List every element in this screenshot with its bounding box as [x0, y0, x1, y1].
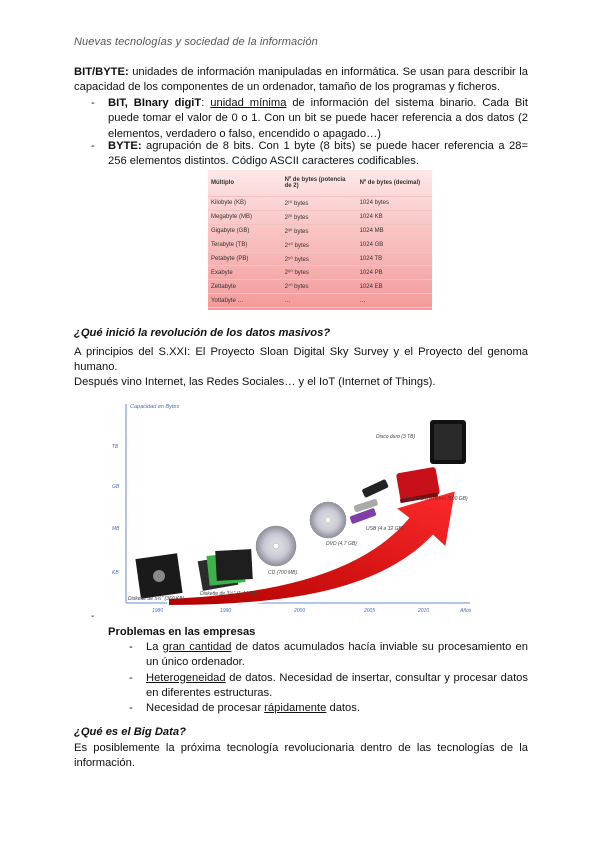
problems-heading: Problemas en las empresas — [108, 626, 256, 638]
intro-term: BIT/BYTE: — [74, 66, 129, 78]
bit-underlined: unidad mínima — [210, 97, 287, 109]
x-tick-1990: 1990 — [220, 608, 232, 614]
section2-paragraph-1: Es posiblemente la próxima tecnología revolucionaria dentro de las tecnologías de la información. — [74, 742, 528, 770]
storage-capacity-illustration — [108, 398, 480, 620]
units-table-cell: Megabyte (MB) — [208, 210, 282, 224]
problem-keyword: gran cantidad — [162, 641, 232, 653]
problem-keyword: rápidamente — [264, 702, 327, 715]
x-tick-2000: 2000 — [294, 608, 306, 614]
units-table-image — [208, 170, 432, 310]
units-table-header-cell: Nº de bytes (decimal) — [357, 170, 432, 197]
units-table-cell: 1024 GB — [357, 238, 432, 252]
units-table-header-row — [208, 170, 432, 197]
section1-paragraph-1: A principios del S.XXI: El Proyecto Sloan Digital Sky Survey y el Proyecto del genoma humano. — [74, 346, 528, 374]
units-table-cell: 1024 KB — [357, 210, 432, 224]
units-table-cell: 2⁴⁰ bytes — [282, 238, 357, 252]
label-desktop-hdd: Disco duro (3 TB) — [376, 434, 416, 440]
units-table-cell: … — [357, 294, 432, 308]
units-table-cell: Gigabyte (GB) — [208, 224, 282, 238]
units-table-cell: 2³⁰ bytes — [282, 224, 357, 238]
x-tick-2005: 2005 — [364, 608, 376, 614]
y-tick-tb: TB — [112, 444, 119, 450]
x-axis-title: Años — [460, 608, 472, 614]
units-table-header-cell: Nº de bytes (potencia de 2) — [282, 170, 357, 197]
cd-icon — [256, 526, 296, 566]
intro-text: unidades de información manipuladas en informática. Se usan para describir la capacidad de los componentes de un ordenador, tamaño de los programas y ficheros. — [74, 66, 528, 94]
units-table-cell: Terabyte (TB) — [208, 238, 282, 252]
units-table-cell: 2²⁰ bytes — [282, 210, 357, 224]
units-table — [208, 170, 432, 308]
label-dvd: DVD (4,7 GB) — [326, 541, 357, 547]
floppy-3-icon — [198, 549, 253, 591]
problem-keyword: Heterogeneidad — [146, 671, 226, 684]
illustration-svg — [108, 398, 480, 620]
units-table-row — [208, 238, 432, 252]
units-table-cell: Kilobyte (KB) — [208, 197, 282, 211]
x-tick-1980: 1980 — [152, 608, 164, 614]
page-header: Nuevas tecnologías y sociedad de la información — [74, 36, 318, 48]
section-heading-revolution: ¿Qué inició la revolución de los datos masivos? — [74, 327, 331, 339]
units-table-cell: Exabyte — [208, 266, 282, 280]
units-table-cell: 1024 TB — [357, 252, 432, 266]
units-table-cell: 2⁵⁰ bytes — [282, 252, 357, 266]
floppy-5-icon — [135, 553, 182, 598]
x-tick-2010: 2010 — [418, 608, 430, 614]
units-table-row — [208, 252, 432, 266]
units-table-cell: 2⁷⁰ bytes — [282, 280, 357, 294]
label-cd: CD (700 MB) — [268, 570, 298, 576]
units-table-header-cell: Múltiplo — [208, 170, 282, 197]
byte-term: BYTE: — [108, 140, 142, 152]
dvd-icon — [310, 502, 346, 538]
label-external-hdd: Disco duro externo (500 GB) — [404, 496, 468, 502]
units-table-row — [208, 294, 432, 308]
y-tick-mb: MB — [112, 526, 120, 532]
units-table-cell: Petabyte (PB) — [208, 252, 282, 266]
problem-item: - Heterogeneidad de datos. Necesidad de insertar, consultar y procesar datos en diferentes estructuras. — [129, 671, 528, 699]
units-table-cell: 2⁶⁰ bytes — [282, 266, 357, 280]
units-table-row — [208, 280, 432, 294]
y-axis-title: Capacidad en Bytes — [130, 404, 180, 410]
label-floppy-3: Diskette de 3½" (1,44 MB) — [200, 591, 259, 597]
units-table-row — [208, 266, 432, 280]
units-table-cell: 1024 PB — [357, 266, 432, 280]
bit-term: BIT, BInary digiT — [108, 97, 202, 109]
bullet-byte: - BYTE: agrupación de 8 bits. Con 1 byte (8 bits) se puede hacer referencia a 28= 256 elementos distintos. Código ASCII caracteres codificables. — [91, 140, 528, 168]
units-table-cell: … — [282, 294, 357, 308]
section-heading-bigdata: ¿Qué es el Big Data? — [74, 726, 186, 738]
desktop-hdd-icon — [430, 420, 466, 464]
units-table-cell: 1024 EB — [357, 280, 432, 294]
problems-list — [129, 640, 528, 716]
section1-paragraph-2: Después vino Internet, las Redes Sociales… y el IoT (Internet of Things). — [74, 376, 436, 388]
intro-paragraph — [74, 65, 528, 96]
y-tick-gb: GB — [112, 484, 120, 490]
units-table-row — [208, 210, 432, 224]
label-floppy-5: Diskette de 5¼" (360 KB) — [128, 596, 185, 602]
stray-dash: - — [91, 611, 95, 622]
problem-item: - Necesidad de procesar rápidamente datos. — [129, 702, 360, 715]
usb-icon — [349, 479, 388, 524]
units-table-cell: Yottabyte … — [208, 294, 282, 308]
y-tick-kb: KB — [112, 570, 119, 576]
label-usb: USB (4 a 32 GB) — [366, 526, 404, 532]
units-table-cell: 1024 MB — [357, 224, 432, 238]
units-table-row — [208, 224, 432, 238]
bit-text: de información del sistema binario. Cada Bit puede tomar el valor de 0 o 1. Con un bit se puede hacer referencia a dos datos (2 elementos, verdadero o falso, encendido o apagado…) — [108, 97, 528, 140]
units-table-cell: 1024 bytes — [357, 197, 432, 211]
problem-item: - La gran cantidad de datos acumulados hacía inviable su procesamiento en un único ordenador. — [129, 641, 528, 669]
byte-text: agrupación de 8 bits. Con 1 byte (8 bits) se puede hacer referencia a 28= 256 elementos distintos. Código ASCII caracteres codificables. — [108, 140, 528, 168]
units-table-row — [208, 197, 432, 211]
units-table-cell: 2¹⁰ bytes — [282, 197, 357, 211]
bullet-bit: - BIT, BInary digiT: unidad mínima de información del sistema binario. Cada Bit puede tomar el valor de 0 o 1. Con un bit se puede hacer referencia a dos datos (2 elementos, verdadero o falso, encendido o apagado…) — [91, 97, 528, 140]
units-table-cell: Zettabyte — [208, 280, 282, 294]
